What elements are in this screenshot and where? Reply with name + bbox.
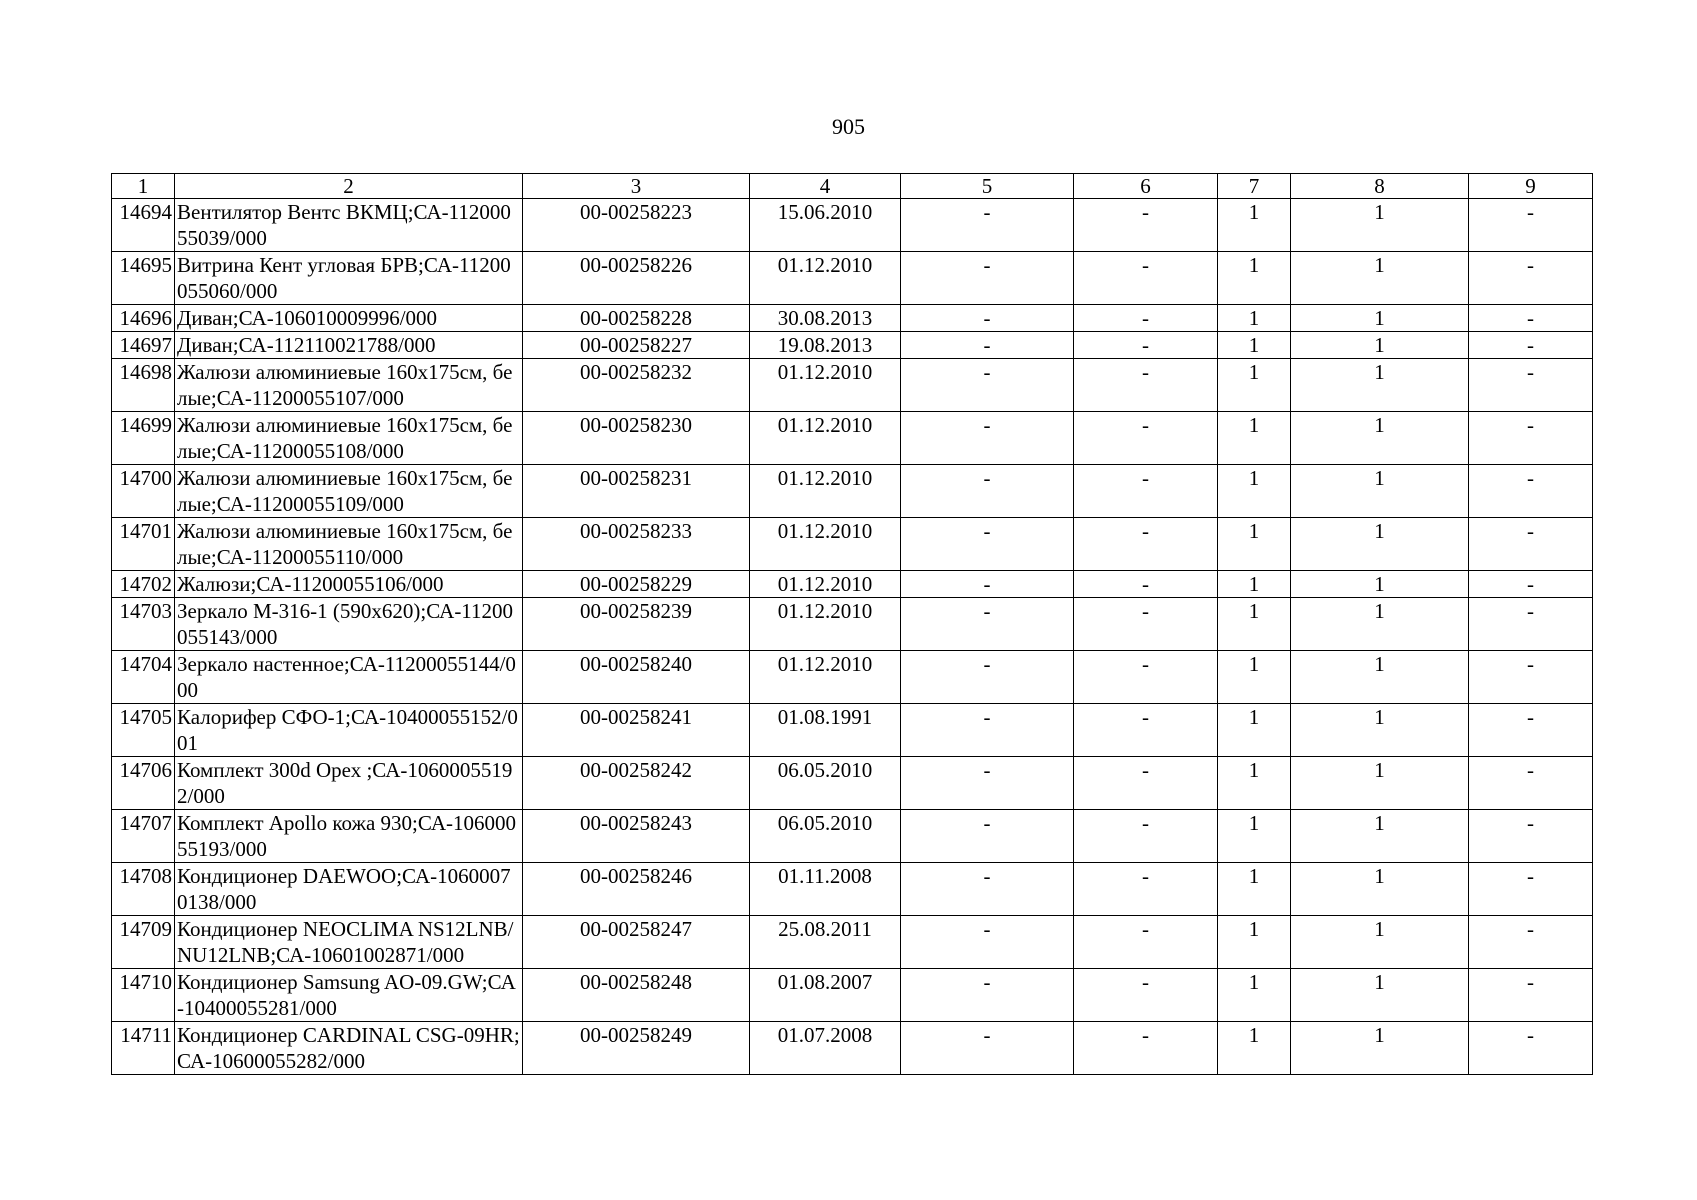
column-7-cell: 1 bbox=[1218, 598, 1291, 651]
row-number-cell: 14702 bbox=[112, 571, 175, 598]
item-name-cell: Кондиционер NEOCLIMA NS12LNB/NU12LNB;СА-10601002871/000 bbox=[175, 916, 523, 969]
row-number-cell: 14703 bbox=[112, 598, 175, 651]
column-9-cell: - bbox=[1469, 412, 1593, 465]
date-cell: 01.12.2010 bbox=[750, 359, 901, 412]
column-7-cell: 1 bbox=[1218, 199, 1291, 252]
table-row bbox=[112, 1022, 1593, 1075]
item-name-cell: Диван;СА-106010009996/000 bbox=[175, 305, 523, 332]
column-9-cell: - bbox=[1469, 332, 1593, 359]
inventory-code-cell: 00-00258229 bbox=[523, 571, 750, 598]
inventory-table bbox=[111, 173, 1593, 1075]
column-7-cell: 1 bbox=[1218, 252, 1291, 305]
date-cell: 01.11.2008 bbox=[750, 863, 901, 916]
column-8-cell: 1 bbox=[1291, 969, 1469, 1022]
column-5-cell: - bbox=[901, 969, 1074, 1022]
row-number-cell: 14708 bbox=[112, 863, 175, 916]
column-8-cell: 1 bbox=[1291, 199, 1469, 252]
column-5-cell: - bbox=[901, 518, 1074, 571]
column-6-cell: - bbox=[1074, 969, 1218, 1022]
date-cell: 25.08.2011 bbox=[750, 916, 901, 969]
column-6-cell: - bbox=[1074, 1022, 1218, 1075]
column-6-cell: - bbox=[1074, 359, 1218, 412]
row-number-cell: 14695 bbox=[112, 252, 175, 305]
inventory-code-cell: 00-00258249 bbox=[523, 1022, 750, 1075]
row-number-cell: 14705 bbox=[112, 704, 175, 757]
column-5-cell: - bbox=[901, 863, 1074, 916]
column-8-cell: 1 bbox=[1291, 704, 1469, 757]
column-6-cell: - bbox=[1074, 651, 1218, 704]
inventory-code-cell: 00-00258228 bbox=[523, 305, 750, 332]
column-7-cell: 1 bbox=[1218, 359, 1291, 412]
column-8-cell: 1 bbox=[1291, 252, 1469, 305]
column-5-cell: - bbox=[901, 810, 1074, 863]
column-header: 5 bbox=[901, 174, 1074, 199]
item-name-cell: Кондиционер CARDINAL CSG-09HR;СА-10600055282/000 bbox=[175, 1022, 523, 1075]
item-name-cell: Кондиционер Samsung AO-09.GW;СА-10400055281/000 bbox=[175, 969, 523, 1022]
column-7-cell: 1 bbox=[1218, 1022, 1291, 1075]
column-9-cell: - bbox=[1469, 598, 1593, 651]
table-row bbox=[112, 252, 1593, 305]
column-6-cell: - bbox=[1074, 518, 1218, 571]
row-number-cell: 14700 bbox=[112, 465, 175, 518]
inventory-code-cell: 00-00258239 bbox=[523, 598, 750, 651]
item-name-cell: Комплект Apollo кожа 930;СА-10600055193/000 bbox=[175, 810, 523, 863]
column-6-cell: - bbox=[1074, 332, 1218, 359]
column-5-cell: - bbox=[901, 757, 1074, 810]
column-9-cell: - bbox=[1469, 252, 1593, 305]
column-header: 9 bbox=[1469, 174, 1593, 199]
column-5-cell: - bbox=[901, 305, 1074, 332]
column-7-cell: 1 bbox=[1218, 704, 1291, 757]
column-6-cell: - bbox=[1074, 571, 1218, 598]
date-cell: 01.12.2010 bbox=[750, 412, 901, 465]
item-name-cell: Зеркало настенное;СА-11200055144/000 bbox=[175, 651, 523, 704]
column-6-cell: - bbox=[1074, 252, 1218, 305]
table-row bbox=[112, 916, 1593, 969]
column-7-cell: 1 bbox=[1218, 916, 1291, 969]
item-name-cell: Жалюзи;СА-11200055106/000 bbox=[175, 571, 523, 598]
column-5-cell: - bbox=[901, 598, 1074, 651]
table-row bbox=[112, 598, 1593, 651]
row-number-cell: 14696 bbox=[112, 305, 175, 332]
date-cell: 01.12.2010 bbox=[750, 651, 901, 704]
column-9-cell: - bbox=[1469, 199, 1593, 252]
inventory-code-cell: 00-00258240 bbox=[523, 651, 750, 704]
column-header: 1 bbox=[112, 174, 175, 199]
column-5-cell: - bbox=[901, 332, 1074, 359]
item-name-cell: Жалюзи алюминиевые 160х175см, белые;СА-11200055108/000 bbox=[175, 412, 523, 465]
column-8-cell: 1 bbox=[1291, 863, 1469, 916]
item-name-cell: Зеркало М-316-1 (590х620);СА-11200055143/000 bbox=[175, 598, 523, 651]
item-name-cell: Витрина Кент угловая БРВ;СА-11200055060/000 bbox=[175, 252, 523, 305]
column-5-cell: - bbox=[901, 916, 1074, 969]
column-7-cell: 1 bbox=[1218, 969, 1291, 1022]
column-header: 2 bbox=[175, 174, 523, 199]
table-row bbox=[112, 199, 1593, 252]
column-header: 7 bbox=[1218, 174, 1291, 199]
column-8-cell: 1 bbox=[1291, 412, 1469, 465]
row-number-cell: 14709 bbox=[112, 916, 175, 969]
column-8-cell: 1 bbox=[1291, 359, 1469, 412]
column-9-cell: - bbox=[1469, 916, 1593, 969]
item-name-cell: Кондиционер DAEWOO;СА-10600070138/000 bbox=[175, 863, 523, 916]
column-8-cell: 1 bbox=[1291, 305, 1469, 332]
inventory-code-cell: 00-00258226 bbox=[523, 252, 750, 305]
column-5-cell: - bbox=[901, 252, 1074, 305]
inventory-code-cell: 00-00258231 bbox=[523, 465, 750, 518]
row-number-cell: 14710 bbox=[112, 969, 175, 1022]
date-cell: 01.12.2010 bbox=[750, 518, 901, 571]
inventory-code-cell: 00-00258243 bbox=[523, 810, 750, 863]
row-number-cell: 14697 bbox=[112, 332, 175, 359]
column-header: 6 bbox=[1074, 174, 1218, 199]
table-row bbox=[112, 305, 1593, 332]
column-6-cell: - bbox=[1074, 863, 1218, 916]
column-5-cell: - bbox=[901, 571, 1074, 598]
column-header: 4 bbox=[750, 174, 901, 199]
date-cell: 06.05.2010 bbox=[750, 757, 901, 810]
date-cell: 06.05.2010 bbox=[750, 810, 901, 863]
column-8-cell: 1 bbox=[1291, 757, 1469, 810]
column-9-cell: - bbox=[1469, 359, 1593, 412]
inventory-code-cell: 00-00258242 bbox=[523, 757, 750, 810]
column-7-cell: 1 bbox=[1218, 412, 1291, 465]
column-9-cell: - bbox=[1469, 810, 1593, 863]
table-row bbox=[112, 518, 1593, 571]
header-row bbox=[112, 174, 1593, 199]
inventory-code-cell: 00-00258230 bbox=[523, 412, 750, 465]
inventory-code-cell: 00-00258246 bbox=[523, 863, 750, 916]
date-cell: 01.12.2010 bbox=[750, 571, 901, 598]
column-5-cell: - bbox=[901, 651, 1074, 704]
column-9-cell: - bbox=[1469, 704, 1593, 757]
column-9-cell: - bbox=[1469, 863, 1593, 916]
column-5-cell: - bbox=[901, 1022, 1074, 1075]
inventory-code-cell: 00-00258232 bbox=[523, 359, 750, 412]
table-row bbox=[112, 757, 1593, 810]
table-row bbox=[112, 465, 1593, 518]
column-8-cell: 1 bbox=[1291, 598, 1469, 651]
column-8-cell: 1 bbox=[1291, 332, 1469, 359]
table-row bbox=[112, 704, 1593, 757]
table-row bbox=[112, 571, 1593, 598]
row-number-cell: 14699 bbox=[112, 412, 175, 465]
column-6-cell: - bbox=[1074, 916, 1218, 969]
column-6-cell: - bbox=[1074, 757, 1218, 810]
row-number-cell: 14701 bbox=[112, 518, 175, 571]
column-6-cell: - bbox=[1074, 704, 1218, 757]
column-7-cell: 1 bbox=[1218, 518, 1291, 571]
item-name-cell: Калорифер СФО-1;СА-10400055152/001 bbox=[175, 704, 523, 757]
table-row bbox=[112, 332, 1593, 359]
date-cell: 15.06.2010 bbox=[750, 199, 901, 252]
column-8-cell: 1 bbox=[1291, 1022, 1469, 1075]
column-6-cell: - bbox=[1074, 465, 1218, 518]
column-9-cell: - bbox=[1469, 1022, 1593, 1075]
date-cell: 01.12.2010 bbox=[750, 598, 901, 651]
column-8-cell: 1 bbox=[1291, 518, 1469, 571]
inventory-code-cell: 00-00258241 bbox=[523, 704, 750, 757]
item-name-cell: Диван;СА-112110021788/000 bbox=[175, 332, 523, 359]
inventory-code-cell: 00-00258233 bbox=[523, 518, 750, 571]
date-cell: 01.12.2010 bbox=[750, 252, 901, 305]
date-cell: 01.08.1991 bbox=[750, 704, 901, 757]
row-number-cell: 14704 bbox=[112, 651, 175, 704]
date-cell: 30.08.2013 bbox=[750, 305, 901, 332]
column-6-cell: - bbox=[1074, 305, 1218, 332]
column-5-cell: - bbox=[901, 704, 1074, 757]
column-7-cell: 1 bbox=[1218, 863, 1291, 916]
table-body bbox=[112, 199, 1593, 1075]
column-9-cell: - bbox=[1469, 518, 1593, 571]
row-number-cell: 14698 bbox=[112, 359, 175, 412]
table-row bbox=[112, 969, 1593, 1022]
date-cell: 01.07.2008 bbox=[750, 1022, 901, 1075]
column-7-cell: 1 bbox=[1218, 332, 1291, 359]
column-8-cell: 1 bbox=[1291, 651, 1469, 704]
item-name-cell: Жалюзи алюминиевые 160х175см, белые;СА-11200055110/000 bbox=[175, 518, 523, 571]
date-cell: 01.12.2010 bbox=[750, 465, 901, 518]
column-5-cell: - bbox=[901, 465, 1074, 518]
table-row bbox=[112, 412, 1593, 465]
table-row bbox=[112, 810, 1593, 863]
column-7-cell: 1 bbox=[1218, 305, 1291, 332]
column-8-cell: 1 bbox=[1291, 571, 1469, 598]
column-8-cell: 1 bbox=[1291, 465, 1469, 518]
inventory-code-cell: 00-00258223 bbox=[523, 199, 750, 252]
inventory-code-cell: 00-00258247 bbox=[523, 916, 750, 969]
column-9-cell: - bbox=[1469, 757, 1593, 810]
inventory-code-cell: 00-00258227 bbox=[523, 332, 750, 359]
column-7-cell: 1 bbox=[1218, 651, 1291, 704]
column-header: 3 bbox=[523, 174, 750, 199]
column-9-cell: - bbox=[1469, 969, 1593, 1022]
table-row bbox=[112, 359, 1593, 412]
column-5-cell: - bbox=[901, 199, 1074, 252]
column-8-cell: 1 bbox=[1291, 810, 1469, 863]
column-9-cell: - bbox=[1469, 305, 1593, 332]
row-number-cell: 14706 bbox=[112, 757, 175, 810]
item-name-cell: Жалюзи алюминиевые 160х175см, белые;СА-11200055109/000 bbox=[175, 465, 523, 518]
date-cell: 19.08.2013 bbox=[750, 332, 901, 359]
column-5-cell: - bbox=[901, 359, 1074, 412]
item-name-cell: Жалюзи алюминиевые 160х175см, белые;СА-11200055107/000 bbox=[175, 359, 523, 412]
column-header: 8 bbox=[1291, 174, 1469, 199]
column-7-cell: 1 bbox=[1218, 810, 1291, 863]
row-number-cell: 14707 bbox=[112, 810, 175, 863]
column-5-cell: - bbox=[901, 412, 1074, 465]
column-8-cell: 1 bbox=[1291, 916, 1469, 969]
column-9-cell: - bbox=[1469, 465, 1593, 518]
column-6-cell: - bbox=[1074, 199, 1218, 252]
page-number: 905 bbox=[832, 114, 865, 139]
inventory-code-cell: 00-00258248 bbox=[523, 969, 750, 1022]
column-6-cell: - bbox=[1074, 598, 1218, 651]
column-7-cell: 1 bbox=[1218, 757, 1291, 810]
column-9-cell: - bbox=[1469, 651, 1593, 704]
column-7-cell: 1 bbox=[1218, 571, 1291, 598]
row-number-cell: 14711 bbox=[112, 1022, 175, 1075]
column-6-cell: - bbox=[1074, 810, 1218, 863]
item-name-cell: Вентилятор Вентс ВКМЦ;СА-11200055039/000 bbox=[175, 199, 523, 252]
date-cell: 01.08.2007 bbox=[750, 969, 901, 1022]
row-number-cell: 14694 bbox=[112, 199, 175, 252]
item-name-cell: Комплект 300d Орех ;СА-10600055192/000 bbox=[175, 757, 523, 810]
table-row bbox=[112, 863, 1593, 916]
column-7-cell: 1 bbox=[1218, 465, 1291, 518]
table-row bbox=[112, 651, 1593, 704]
column-9-cell: - bbox=[1469, 571, 1593, 598]
column-6-cell: - bbox=[1074, 412, 1218, 465]
